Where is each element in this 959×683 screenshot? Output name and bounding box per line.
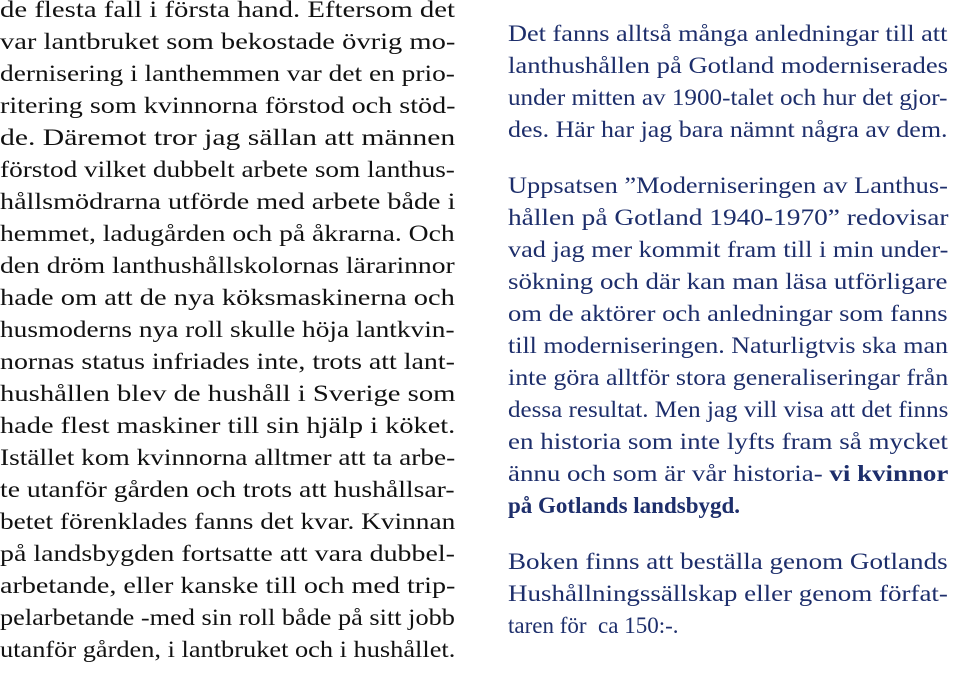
- text-line: på landsbygden fortsatte att vara dubbel-: [0, 541, 455, 566]
- text-line: hållen på Gotland 1940-1970” redovisar: [508, 205, 949, 230]
- text-line: om de aktörer och anledningar som fanns: [508, 301, 948, 326]
- text-line: ritering som kvinnorna förstod och stöd-: [0, 93, 456, 118]
- text-line: var lantbruket som bekostade övrig mo-: [0, 29, 456, 54]
- text-line: till moderniseringen. Naturligtvis ska man: [508, 333, 949, 358]
- text-line: dernisering i lanthemmen var det en prio-: [0, 61, 455, 86]
- text-line: nornas status infriades inte, trots att lant-: [0, 349, 455, 374]
- text-line: Boken finns att beställa genom Gotlands: [508, 549, 948, 574]
- text-line: Hushållningssällskap eller genom förfat-: [508, 581, 948, 606]
- text-line: inte göra alltför stora generaliseringar från: [508, 365, 949, 390]
- text-line: hade flest maskiner till sin hjälp i köket.: [0, 413, 456, 438]
- text-run: ännu och som är vår historia-: [508, 461, 830, 486]
- text-line: Istället kom kvinnorna alltmer att ta arbe-: [0, 445, 456, 470]
- text-line: Det fanns alltså många anledningar till att: [508, 21, 948, 46]
- text-line: de. Däremot tror jag sällan att männen: [0, 125, 456, 150]
- text-line: utanför gården, i lantbruket och i hushållet.: [0, 637, 456, 662]
- text-line: hållsmödrarna utförde med arbete både i: [0, 189, 456, 214]
- text-line: te utanför gården och trots att hushållsar-: [0, 477, 455, 502]
- text-line: [508, 490, 740, 522]
- text-line: under mitten av 1900-talet och hur det gjor-: [508, 85, 948, 110]
- text-line: taren för ca 150:-.: [508, 613, 679, 638]
- text-line: vad jag mer kommit fram till i min under-: [508, 237, 949, 262]
- text-line: den dröm lanthushållskolornas lärarinnor: [0, 253, 455, 278]
- bold-text-run: på Gotlands landsbygd.: [508, 493, 741, 518]
- text-line: arbetande, eller kanske till och med trip-: [0, 573, 456, 598]
- text-line: pelarbetande -med sin roll både på sitt jobb: [0, 605, 455, 630]
- text-line-mixed: [508, 458, 948, 490]
- text-line: hade om att de nya köksmaskinerna och: [0, 285, 455, 310]
- text-line: de flesta fall i första hand. Eftersom det: [0, 0, 456, 22]
- text-line: hushållen blev de hushåll i Sverige som: [0, 381, 456, 406]
- text-line: en historia som inte lyfts fram så mycket: [508, 429, 948, 454]
- text-line: betet förenklades fanns det kvar. Kvinnan: [0, 509, 456, 534]
- text-line: husmoderns nya roll skulle höja lantkvin-: [0, 317, 455, 342]
- text-line: des. Här har jag bara nämnt några av dem.: [508, 117, 948, 142]
- text-line: lanthushållen på Gotland moderniserades: [508, 53, 949, 78]
- text-line: sökning och där kan man läsa utförligare: [508, 269, 948, 294]
- text-line: Uppsatsen ”Moderniseringen av Lanthus-: [508, 173, 948, 198]
- bold-text-run: vi kvinnor: [829, 461, 949, 486]
- text-line: förstod vilket dubbelt arbete som lanthus-: [0, 157, 455, 182]
- text-line: dessa resultat. Men jag vill visa att det finns: [508, 397, 949, 422]
- text-line: hemmet, ladugården och på åkrarna. Och: [0, 221, 455, 246]
